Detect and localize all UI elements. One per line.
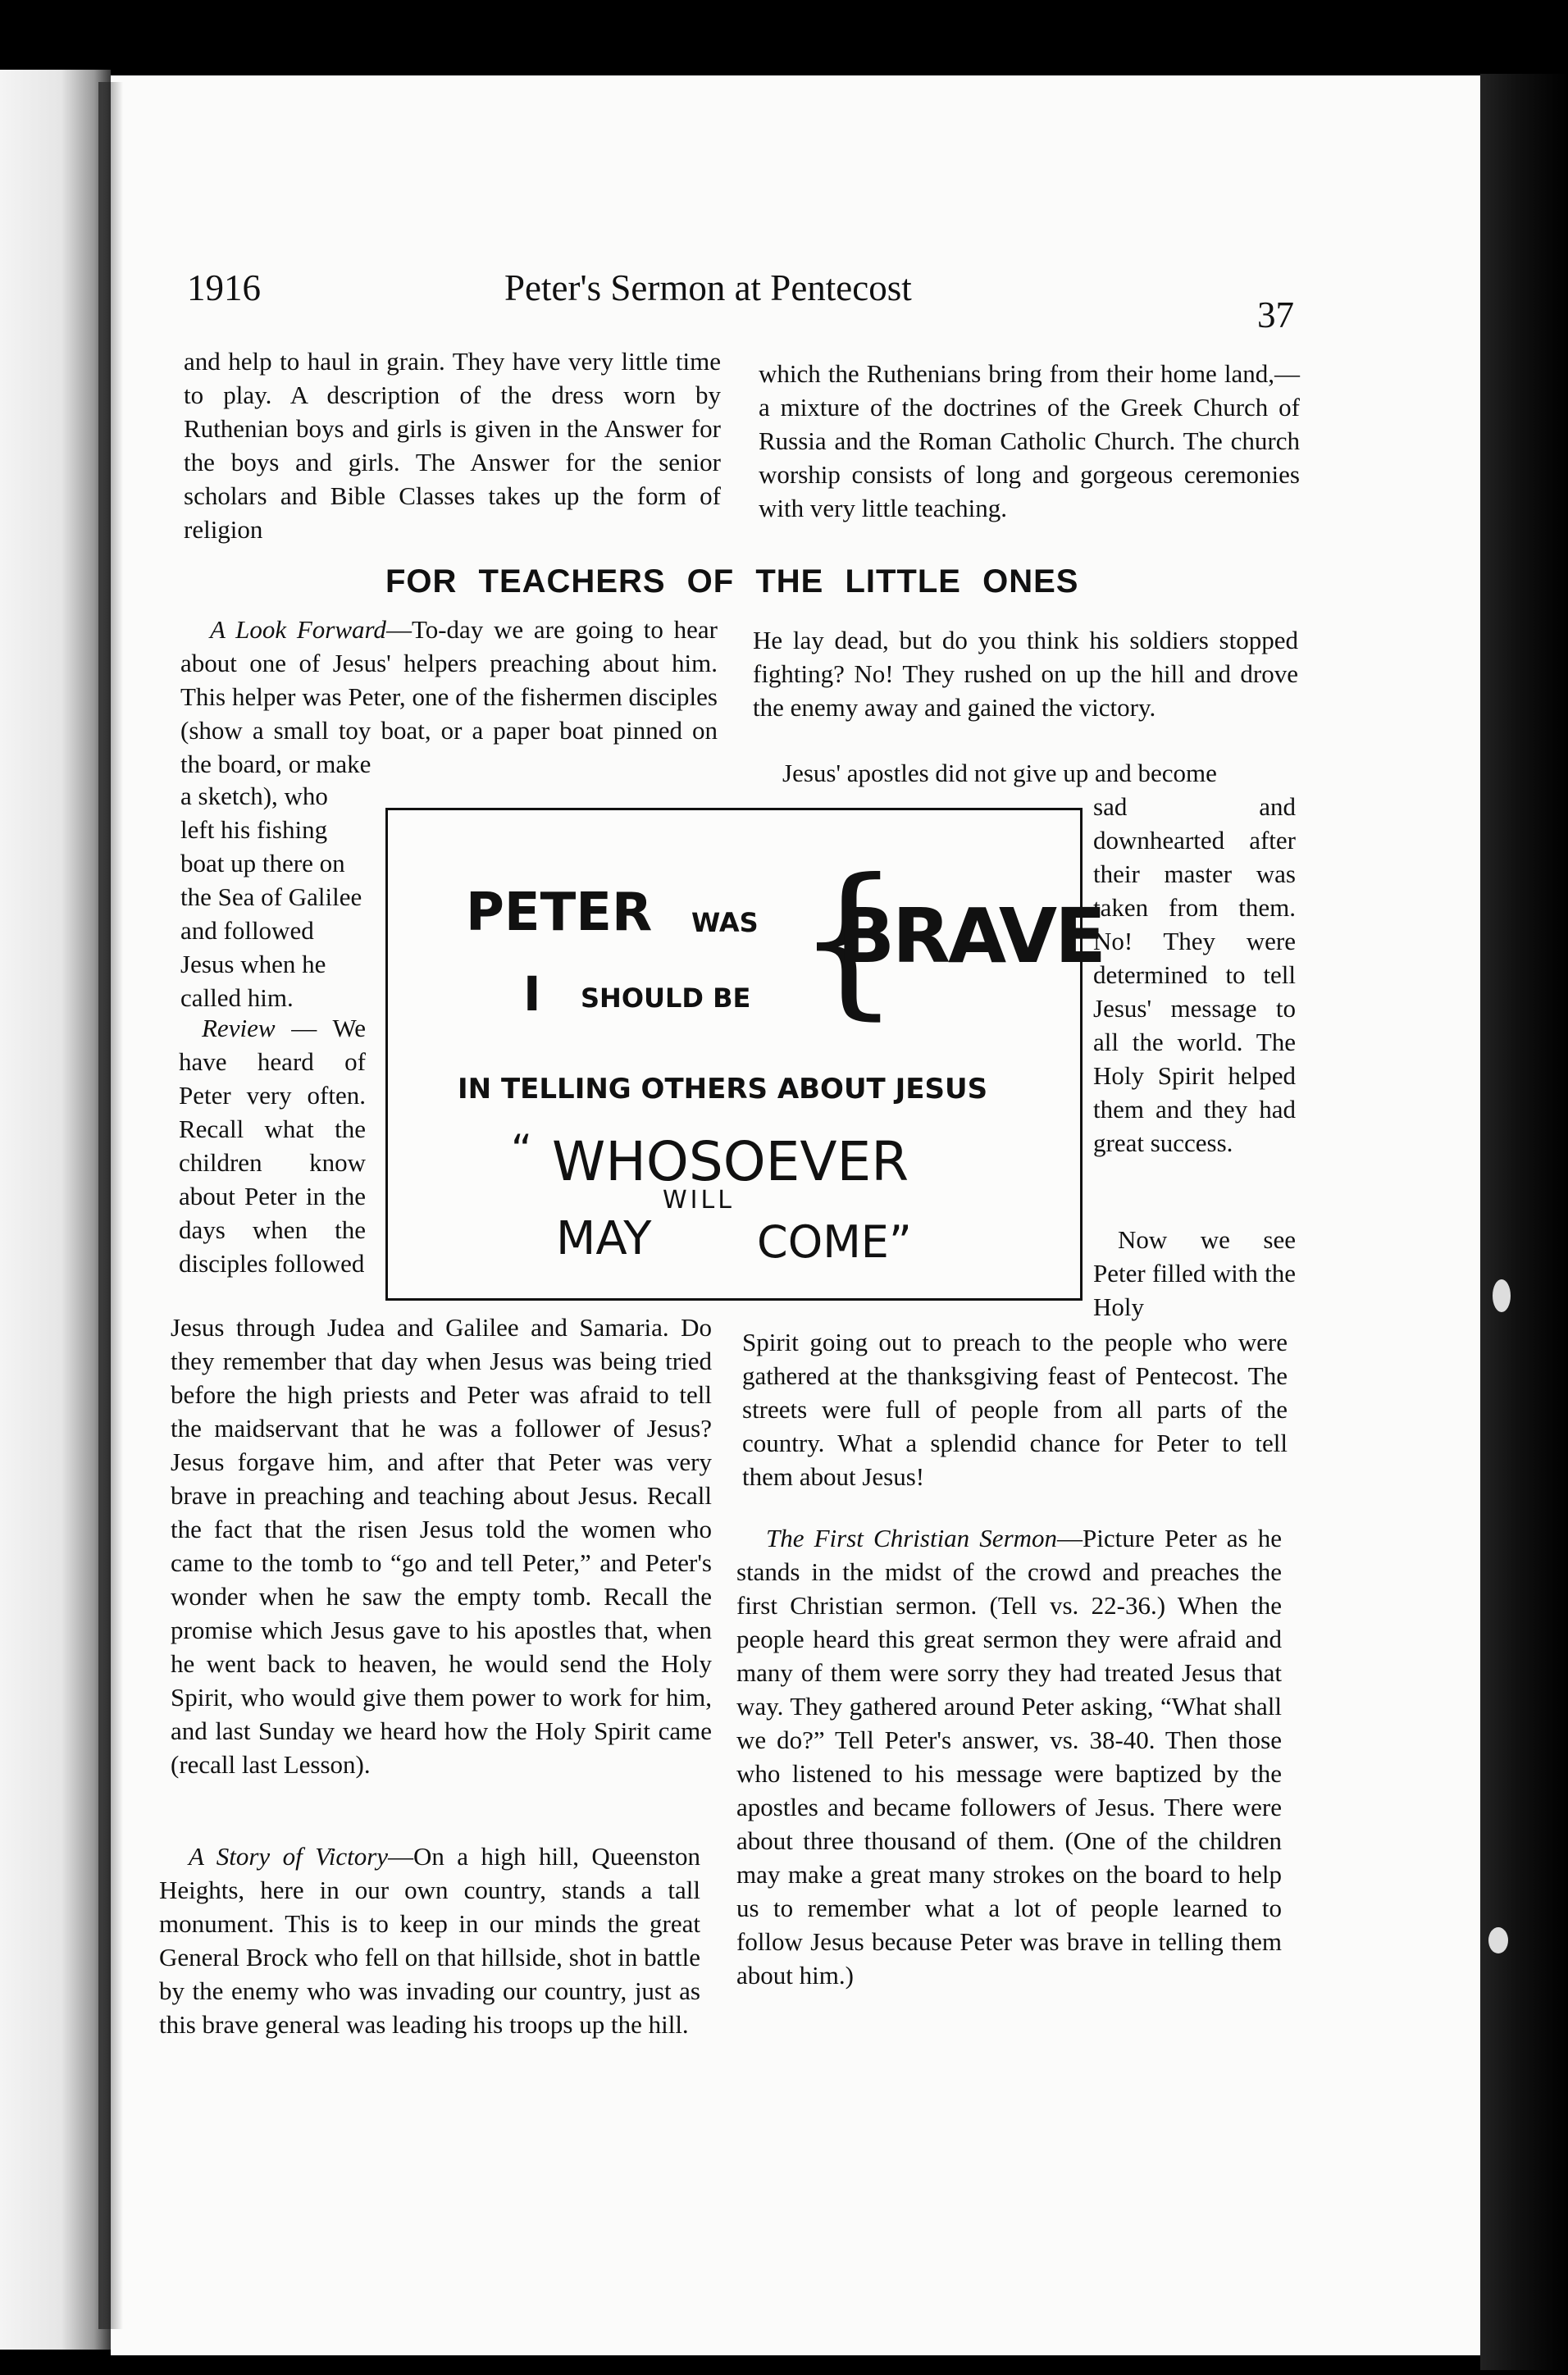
poster-i: I xyxy=(523,966,541,1022)
review-text: — We have heard of Peter very often. Recall what the children know about Peter in the days when the disciples followed xyxy=(179,1014,366,1278)
victory-paragraph xyxy=(159,1839,700,2041)
review-label: Review xyxy=(202,1014,276,1042)
sermon-label: The First Christian Sermon xyxy=(766,1524,1058,1552)
poster-was: WAS xyxy=(691,907,759,938)
poster-telling-others: IN TELLING OTHERS ABOUT JESUS xyxy=(458,1073,988,1105)
poster-brave: BRAVE xyxy=(837,892,1104,980)
section-heading: FOR TEACHERS OF THE LITTLE ONES xyxy=(385,563,1079,599)
poster-open-quote: “ xyxy=(511,1126,532,1174)
review-continued-paragraph: Jesus through Judea and Galilee and Samaria. Do they remember that day when Jesus was being tried before the high priests and Peter was afraid to tell the maidservant that he was a follower of Jesus? Jesus forgave him, and after that Peter was very brave in preaching and teaching about Jesus. Recall the fact that the risen Jesus told the women who came to the tomb to “go and tell Peter,” and Peter's wonder when he saw the empty tomb. Recall the promise which Jesus gave to his apostles that, when he went back to heaven, he would send the Holy Spirit, who would give them power to work for him, and last Sunday we heard how the Holy Spirit came (recall last Lesson). xyxy=(171,1313,712,1779)
header-year: 1916 xyxy=(187,267,261,308)
victory-label: A Story of Victory xyxy=(189,1842,389,1871)
narrow-paragraph: a sketch), who left his fishing boat up there on the Sea of Galilee and followed Jesus when he called him. xyxy=(180,782,362,1012)
sermon-text: —Picture Peter as he stands in the midst of the crowd and preaches the first Christian sermon. (Tell vs. 22-36.) When the people heard this great sermon they were afraid and many of them were sorry they had treated Jesus that way. They gathered around Peter asking, “What shall we do?” Tell Peter's answer, vs. 38-40. Then those who listened to his message were baptized by the apostles and became followers of Jesus. There were about three thousand of them. (One of the children may make a great many strokes on the board to help us to remember what a lot of people learned to follow Jesus because Peter was brave in telling them about him.) xyxy=(736,1524,1282,1990)
header-title: Peter's Sermon at Pentecost xyxy=(504,267,912,308)
apostles-narrow-paragraph: sad and downhearted after their master was taken from them. No! They were determined to tell Jesus' message to all the world. The Holy Spirit helped them and they had great success. xyxy=(1093,792,1296,1157)
left-page-edge xyxy=(0,70,111,2350)
sermon-paragraph xyxy=(736,1521,1282,1992)
poster-whosoever: WHOSOEVER xyxy=(552,1130,909,1193)
top-right-paragraph: which the Ruthenians bring from their home land,—a mixture of the doctrines of the Greek Church of Russia and the Roman Catholic Church. The church worship consists of long and gorgeous ceremonies with very little teaching. xyxy=(759,359,1300,522)
margin-speck xyxy=(1493,1279,1511,1312)
brace-icon: { xyxy=(796,844,901,1035)
poster-peter: PETER xyxy=(466,882,653,943)
pentecost-narrow-paragraph: Now we see Peter filled with the Holy xyxy=(1093,1225,1296,1321)
poster-should-be: SHOULD BE xyxy=(581,982,751,1014)
spine-shadow xyxy=(98,82,123,2329)
header-page-number: 37 xyxy=(1257,294,1294,335)
margin-speck xyxy=(1488,1927,1508,1953)
look-forward-paragraph xyxy=(180,613,718,781)
top-left-paragraph: and help to haul in grain. They have very little time to play. A description of the dress worn by Ruthenian boys and girls is given in the Answer for the boys and girls. The Answer for the senior scholars and Bible Classes takes up the form of religion xyxy=(184,347,721,544)
poster-box xyxy=(385,808,1104,1301)
review-paragraph xyxy=(179,1011,366,1280)
apostles-first-line: Jesus' apostles did not give up and become xyxy=(782,759,1217,787)
look-forward-text: —To-day we are going to hear about one of Jesus' helpers preaching about him. This helper was Peter, one of the fishermen disciples (show a small toy boat, or a paper boat pinned on the board, or make xyxy=(180,615,718,778)
book-edge xyxy=(1480,74,1568,2370)
poster-may: MAY xyxy=(556,1212,652,1265)
look-forward-label: A Look Forward xyxy=(210,615,386,644)
victory-text: —On a high hill, Queenston Heights, here in our own country, stands a tall monument. This is to keep in our minds the great General Brock who fell on that hillside, shot in battle by the enemy who was invading our country, just as this brave general was leading his troops up the hill. xyxy=(159,1842,700,2039)
victory-continued-paragraph: He lay dead, but do you think his soldiers stopped fighting? No! They rushed on up the hill and drove the enemy away and gained the victory. xyxy=(753,626,1298,722)
poster-come: COME” xyxy=(757,1216,912,1268)
poster-will: WILL xyxy=(663,1186,735,1215)
pentecost-continued-paragraph: Spirit going out to preach to the people who were gathered at the thanksgiving feast of Pentecost. The streets were full of people from all parts of the country. What a splendid chance for Peter to tell them about Jesus! xyxy=(742,1328,1288,1491)
